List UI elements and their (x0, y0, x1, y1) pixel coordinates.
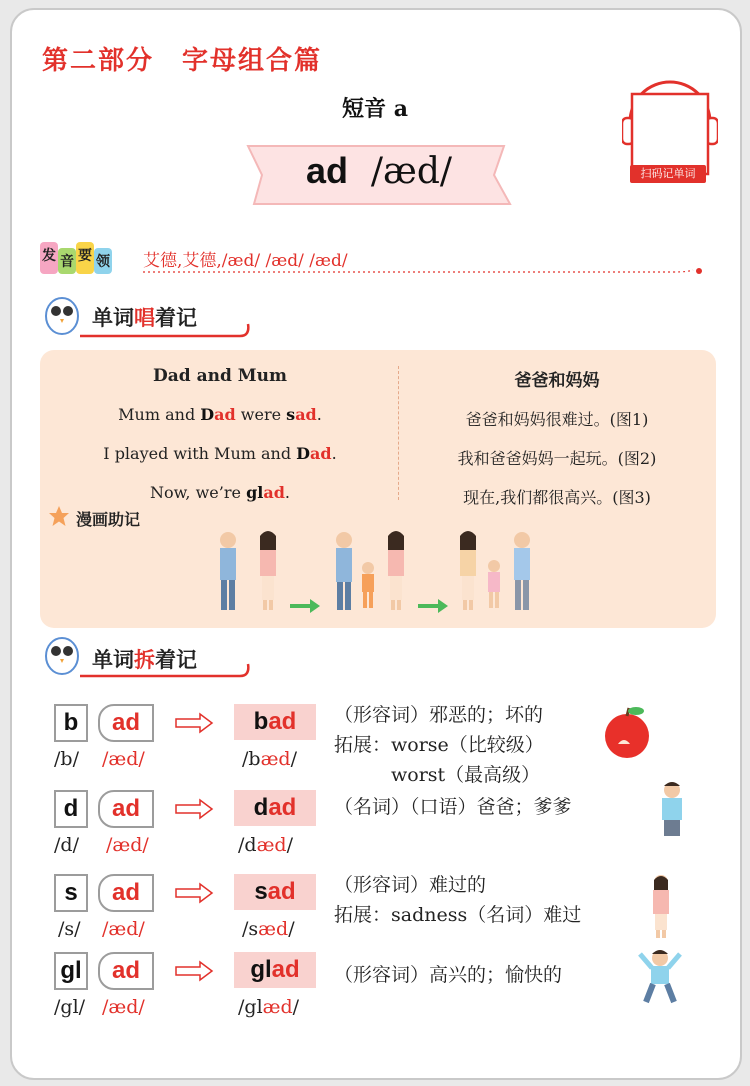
split-heading (92, 644, 197, 684)
rime-tile: ad (98, 952, 154, 990)
sing-heading-suffix: 着记 (155, 306, 197, 330)
split-heading-highlight: 拆 (134, 648, 155, 672)
banner-word (244, 150, 514, 192)
star-icon (48, 505, 70, 527)
song-zh-title: 爸爸和妈妈 (514, 371, 600, 391)
song-en-line: I played with Mum and Dad. (103, 444, 337, 463)
onset-ipa: /b/ (54, 748, 79, 770)
song-zh-line: 爸爸和妈妈很难过。(图1) (465, 410, 649, 429)
word-row-bad (50, 704, 740, 784)
badge-char: 音 (58, 248, 76, 274)
split-heading-prefix: 单词 (92, 648, 134, 672)
onset-ipa: /d/ (54, 834, 79, 856)
onset-tile: gl (54, 952, 88, 990)
song-zh-line: 现在,我们都很高兴。(图3) (463, 488, 651, 507)
word-row-dad (50, 790, 740, 870)
result-ipa: /glæd/ (238, 996, 300, 1018)
arrow-right-icon (174, 960, 214, 982)
dad-figure-icon (654, 780, 690, 838)
badge-char: 发 (40, 242, 58, 274)
result-ipa: /bæd/ (242, 748, 298, 770)
rime-ipa: /æd/ (102, 748, 145, 770)
song-en-title: Dad and Mum (153, 366, 287, 386)
section-title: 第二部分 字母组合篇 (42, 46, 323, 76)
comic-label: 漫画助记 (76, 510, 141, 529)
happy-boy-icon (636, 948, 684, 1004)
song-en-line: Mum and Dad were sad. (118, 405, 322, 424)
result-word: glad (234, 952, 316, 988)
onset-tile: s (54, 874, 88, 912)
sad-girl-icon (648, 872, 674, 940)
result-word: bad (234, 704, 316, 740)
banner-word-text: ad (305, 150, 348, 191)
qr-label: 扫码记单词 (630, 165, 706, 183)
word-row-sad (50, 874, 740, 954)
song-en-line: Now, we’re glad. (150, 483, 290, 502)
sing-heading-highlight: 唱 (134, 306, 155, 330)
pronunciation-tips-text: 艾德,艾德,/æd/ /æd/ /æd/ (143, 251, 348, 271)
sing-heading-prefix: 单词 (92, 306, 134, 330)
song-chinese (392, 366, 722, 526)
word-meaning: （名词）（口语）爸爸；爹爹 (334, 796, 572, 818)
onset-ipa: /s/ (58, 918, 81, 940)
onset-tile: d (54, 790, 88, 828)
split-heading-suffix: 着记 (155, 648, 197, 672)
word-meaning: （形容词）高兴的；愉快的 (334, 964, 563, 986)
onset-ipa: /gl/ (54, 996, 86, 1018)
rime-ipa: /æd/ (102, 996, 145, 1018)
onset-tile: b (54, 704, 88, 742)
arrow-right-icon (174, 798, 214, 820)
banner-word-ipa: /æd/ (370, 151, 453, 192)
rime-ipa: /æd/ (102, 918, 145, 940)
rime-tile: ad (98, 704, 154, 742)
rime-tile: ad (98, 874, 154, 912)
lesson-subtitle: 短音 a (342, 96, 408, 122)
rime-ipa: /æd/ (106, 834, 149, 856)
song-zh-line: 我和爸爸妈妈一起玩。(图2) (457, 449, 657, 468)
result-ipa: /dæd/ (238, 834, 294, 856)
arrow-right-icon (174, 882, 214, 904)
badge-char: 领 (94, 248, 112, 274)
result-word: dad (234, 790, 316, 826)
apple-icon (602, 704, 652, 760)
word-row-glad (50, 952, 740, 1032)
word-meaning: （形容词）难过的 拓展：sadness（名词）难过 (334, 874, 582, 926)
result-word: sad (234, 874, 316, 910)
sing-heading (92, 302, 197, 342)
rime-tile: ad (98, 790, 154, 828)
dotted-underline (143, 268, 703, 278)
family-comic-illustration (210, 528, 550, 618)
word-meaning: （形容词）邪恶的；坏的 拓展：worse（比较级） worst（最高级） (334, 704, 544, 786)
arrow-right-icon (174, 712, 214, 734)
result-ipa: /sæd/ (242, 918, 295, 940)
pronunciation-tips-badge (40, 242, 112, 274)
song-english (55, 366, 385, 521)
badge-char: 要 (76, 242, 94, 274)
